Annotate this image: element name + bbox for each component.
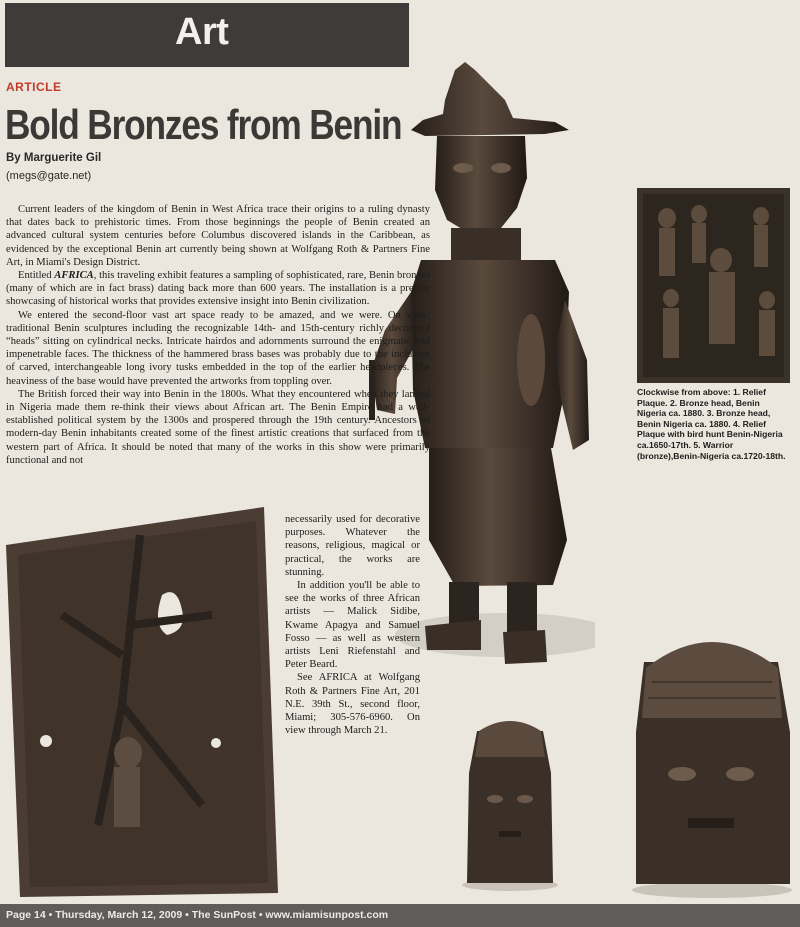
section-header (5, 3, 409, 67)
bronze-head-large-photo (622, 622, 800, 898)
relief-plaque-photo (637, 188, 790, 383)
article-byline: By Marguerite Gil (6, 152, 102, 164)
bronze-head-small-photo (455, 713, 565, 893)
article-body (6, 203, 430, 467)
paragraph: The British forced their way into Benin in the 1800s. What they encountered when they landed in Nigeria made them re-think their views about African art. The Benin Empire had a well-established political system by the 1300s and prospered through the 19th century. Ancestors of modern-day Benin inhabitants created some of the finest artistic creations that surfaced from the western part of Africa. It should be noted that many of the works in this show were primarily functional and not (6, 388, 430, 466)
footer-text: Page 14 • Thursday, March 12, 2009 • The SunPost • www.miamisunpost.com (6, 909, 389, 921)
paragraph: necessarily used for decorative purposes. Whatever the reasons, religious, magical or practical, the works are stunning. (285, 514, 420, 578)
article-body-continued (285, 513, 420, 737)
paragraph-lead: Entitled (18, 270, 55, 282)
paragraph: We entered the second-floor vast art space ready to be amazed, and we were. On view: traditional Benin sculptures including the recognizable 14th- and 15th-century richly decorated “heads” sitting on cylindrical necks. Intricate hairdos and adornments surround the enigmatic and impenetrable faces. The thickness of the hammered brass bases was probably due to the inclusion of carved, interchangeable long ivory tusks embedded in the top of the earlier headpieces. The heaviness of the base would have prevented the artworks from toppling over. (6, 309, 430, 387)
article-kicker: ARTICLE (6, 80, 62, 94)
paragraph: See AFRICA at Wolfgang Roth & Partners Fine Art, 201 N.E. 39th St., second floor, Miami; 305-576-6960. On view through March 21. (285, 672, 420, 737)
paragraph-rest: , this traveling exhibit features a sampling of sophisticated, rare, Benin bronzes (many of which are in fact brass) dating back more than 600 years. The installation is a precise showcasing of historical works that provides extensive insight into Benin civilization. (6, 270, 430, 308)
author-email: (megs@gate.net) (6, 170, 92, 182)
bird-hunt-plaque-photo (2, 505, 280, 900)
page-footer (0, 904, 800, 927)
paragraph (6, 269, 430, 309)
article-headline: Bold Bronzes from Benin (5, 101, 402, 148)
photo-caption: Clockwise from above: 1. Relief Plaque. 2. Bronze head, Benin Nigeria ca. 1880. 3. Bronze head, Benin Nigeria ca. 1880. 4. Relief Plaque with bird hunt Benin-Nigeria ca.1650-17th. 5. Warrior (bronze),Benin-Nigeria ca.1720-18th. (637, 387, 786, 461)
paragraph: Current leaders of the kingdom of Benin in West Africa trace their origins to a ruling dynasty that dates back to prehistoric times. From those beginnings the people of Benin created an advanced cultural system centuries before Columbus discovered islands in the Caribbean, as evidenced by the exceptional Benin art currently being shown at Wolfgang Roth & Partners Fine Art, in Miami's Design District. (6, 204, 430, 268)
exhibit-title: AFRICA (54, 270, 94, 282)
paragraph: In addition you'll be able to see the works of three African artists — Malick Sidibe, Kwame Apagya and Samuel Fosso — as well as western artists Leni Riefenstahl and Peter Beard. (285, 580, 420, 671)
section-title: Art (175, 11, 229, 53)
